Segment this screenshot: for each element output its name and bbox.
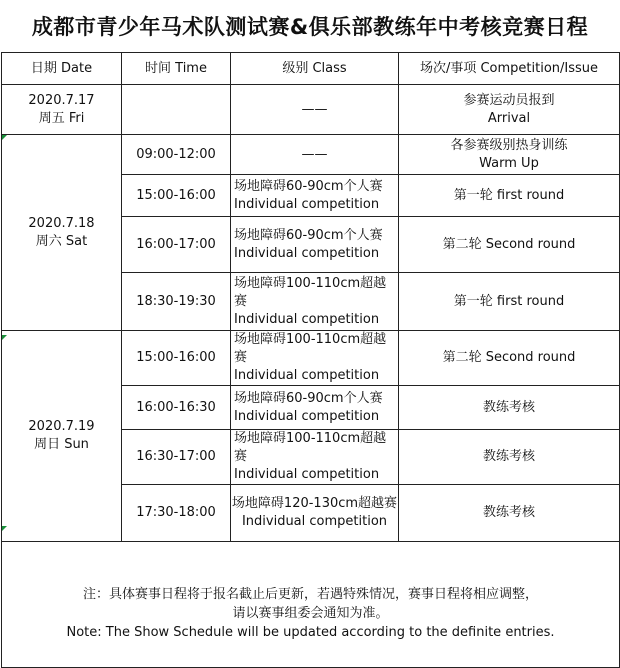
issue-cell: 第二轮 Second round [399, 331, 620, 386]
header-row [2, 53, 620, 85]
cell-marker-icon [2, 526, 7, 531]
date-value: 2020.7.18 [28, 215, 95, 231]
header-class: 级别 Class [231, 53, 399, 85]
weekday-value: 周日 Sun [34, 437, 89, 452]
class-cn: 场地障碍100-110cm超越赛 [234, 275, 387, 309]
table-row [2, 331, 620, 386]
class-cn: 场地障碍60-90cm个人赛 [234, 178, 383, 194]
class-cell [231, 175, 399, 217]
table-row [2, 135, 620, 175]
note-row [2, 542, 620, 668]
time-cell: 16:00-16:30 [122, 386, 231, 430]
issue-en: Arrival [487, 110, 531, 126]
class-en: Individual competition [241, 514, 388, 529]
issue-cell: 教练考核 [399, 485, 620, 542]
time-cell: 17:30-18:00 [122, 485, 231, 542]
note-line-3: Note: The Show Schedule will be updated according to the definite entries. [66, 625, 555, 640]
class-cn: —— [301, 146, 328, 162]
cell-marker-icon [2, 335, 7, 340]
schedule-table [1, 52, 620, 668]
time-cell: 18:30-19:30 [122, 273, 231, 331]
time-cell: 09:00-12:00 [122, 135, 231, 175]
class-cell [231, 273, 399, 331]
issue-cell [399, 85, 620, 135]
class-en: Individual competition [234, 245, 380, 261]
time-cell: 16:30-17:00 [122, 430, 231, 485]
class-en: Individual competition [234, 408, 380, 424]
issue-cn: 参赛运动员报到 [463, 92, 555, 108]
date-cell [2, 331, 122, 542]
header-issue: 场次/事项 Competition/Issue [399, 53, 620, 85]
class-en: Individual competition [234, 196, 380, 212]
class-cell [231, 485, 399, 542]
note-cell [2, 542, 620, 668]
class-cn: —— [301, 101, 328, 117]
note-line-2: 请以赛事组委会通知为准。 [232, 606, 389, 621]
date-cell [2, 135, 122, 331]
class-en: Individual competition [234, 311, 380, 327]
class-cn: 场地障碍100-110cm超越赛 [234, 431, 387, 464]
class-cell [231, 135, 399, 175]
class-en: Individual competition [234, 467, 380, 482]
header-time: 时间 Time [122, 53, 231, 85]
class-cn: 场地障碍120-130cm超越赛 [231, 496, 398, 511]
weekday-value: 周六 Sat [35, 233, 88, 249]
date-value: 2020.7.19 [28, 419, 95, 434]
class-cell [231, 331, 399, 386]
date-cell [2, 85, 122, 135]
class-en: Individual competition [234, 368, 380, 383]
issue-cell: 第一轮 first round [399, 175, 620, 217]
class-cell [231, 85, 399, 135]
note-line-1: 注：具体赛事日程将于报名截止后更新，若遇特殊情况，赛事日程将相应调整， [82, 587, 538, 602]
issue-cell: 教练考核 [399, 430, 620, 485]
cell-marker-icon [2, 135, 7, 140]
issue-cell: 第二轮 Second round [399, 217, 620, 273]
header-date: 日期 Date [2, 53, 122, 85]
issue-en: Warm Up [479, 155, 539, 171]
class-cn: 场地障碍60-90cm个人赛 [234, 227, 383, 243]
class-cn: 场地障碍60-90cm个人赛 [234, 390, 383, 406]
issue-cell: 教练考核 [399, 386, 620, 430]
class-cell [231, 430, 399, 485]
issue-cn: 各参赛级别热身训练 [450, 137, 568, 153]
time-cell: 15:00-16:00 [122, 331, 231, 386]
weekday-value: 周五 Fri [38, 110, 85, 126]
issue-cell: 第一轮 first round [399, 273, 620, 331]
class-cell [231, 217, 399, 273]
time-cell [122, 85, 231, 135]
table-row [2, 85, 620, 135]
time-cell: 15:00-16:00 [122, 175, 231, 217]
class-cn: 场地障碍100-110cm超越赛 [234, 332, 387, 365]
date-value: 2020.7.17 [28, 92, 95, 108]
issue-cell [399, 135, 620, 175]
class-cell [231, 386, 399, 430]
time-cell: 16:00-17:00 [122, 217, 231, 273]
page-title: 成都市青少年马术队测试赛&俱乐部教练年中考核竞赛日程 [31, 15, 589, 39]
